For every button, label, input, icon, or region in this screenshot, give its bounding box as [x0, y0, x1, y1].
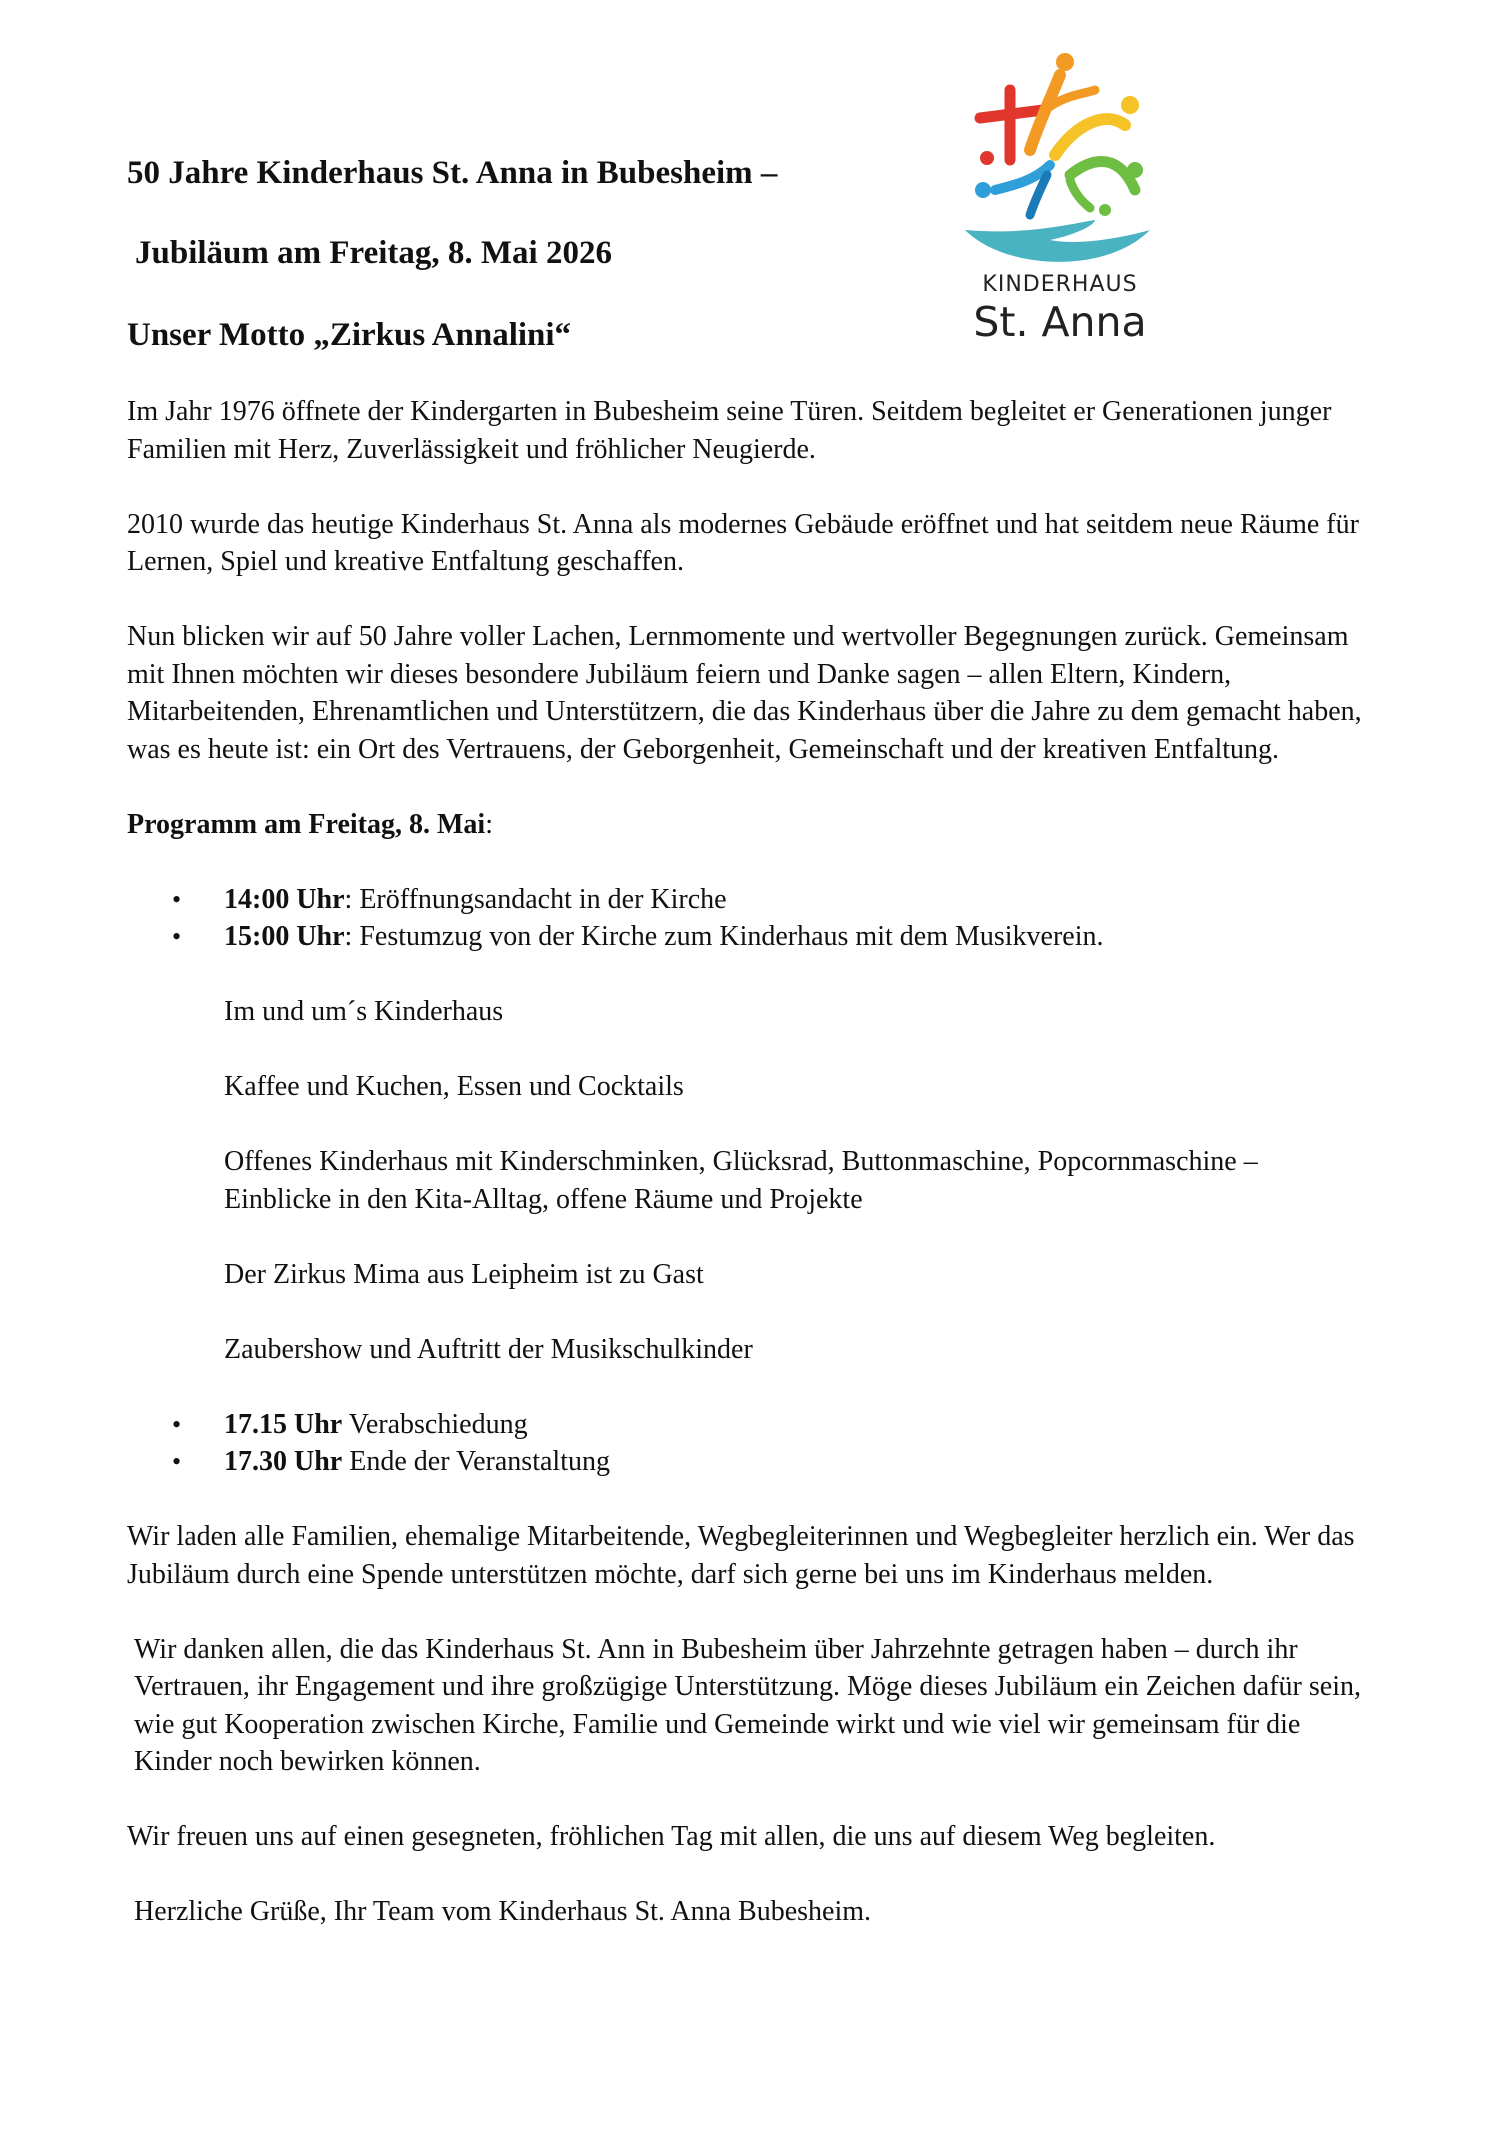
program-list-b [127, 1406, 1367, 1481]
document-body [127, 393, 1367, 1968]
title-line-2: Jubiläum am Freitag, 8. Mai 2026 [135, 235, 612, 271]
program-item: • 14:00 Uhr: Eröffnungsandacht in der Kirche [127, 881, 1367, 919]
program-item: • 17.15 Uhr Verabschiedung [127, 1406, 1367, 1444]
title-line-1: 50 Jahre Kinderhaus St. Anna in Bubesheim – [127, 155, 778, 191]
program-sub-list [127, 993, 1367, 1368]
paragraph-building: 2010 wurde das heutige Kinderhaus St. Anna als modernes Gebäude eröffnet und hat seitdem neue Räume für Lernen, Spiel und kreative Entfaltung geschaffen. [127, 508, 1359, 577]
motto-heading: Unser Motto „Zirkus Annalini“ [127, 317, 572, 353]
paragraph-thanks: Wir danken allen, die das Kinderhaus St. Ann in Bubesheim über Jahrzehnte getragen haben – durch ihr Vertrauen, ihr Engagement und ihre großzügige Unterstützung. Möge dieses Jubiläum ein Zeichen dafür sein, wie gut Kooperation zwischen Kirche, Familie und Gemeinde wirkt und wie viel wir gemeinsam für die Kinder noch bewirken können. [134, 1633, 1361, 1777]
paragraph-retrospective: Nun blicken wir auf 50 Jahre voller Lachen, Lernmomente und wertvoller Begegnungen zurück. Gemeinsam mit Ihnen möchten wir dieses besondere Jubiläum feiern und Danke sagen – allen Eltern, Kindern, Mitarbeitenden, Ehrenamtlichen und Unterstützern, die das Kinderhaus über die Jahre zu dem gemacht haben, was es heute ist: ein Ort des Vertrauens, der Geborgenheit, Gemeinschaft und der kreativen Entfaltung. [127, 621, 1362, 765]
program-list-a [127, 881, 1367, 956]
program-sub-item: Im und um´s Kinderhaus [224, 996, 504, 1027]
program-sub-item: Kaffee und Kuchen, Essen und Cocktails [224, 1071, 684, 1102]
sign-off: Herzliche Grüße, Ihr Team vom Kinderhaus St. Anna Bubesheim. [134, 1896, 872, 1927]
program-heading: Programm am Freitag, 8. Mai: [127, 808, 493, 840]
program-sub-item: Der Zirkus Mima aus Leipheim ist zu Gast [224, 1258, 704, 1290]
program-item: • 15:00 Uhr: Festumzug von der Kirche zum Kinderhaus mit dem Musikverein. [127, 918, 1367, 956]
logo-text-kinderhaus: KINDERHAUS [982, 272, 1138, 297]
kinderhaus-logo [955, 40, 1165, 350]
paragraph-joy: Wir freuen uns auf einen gesegneten, fröhlichen Tag mit allen, die uns auf diesem Weg begleiten. [127, 1821, 1216, 1852]
logo-figures-icon [955, 40, 1165, 265]
program-item: • 17.30 Uhr Ende der Veranstaltung [127, 1443, 1367, 1481]
program-sub-item: Offenes Kinderhaus mit Kinderschminken, Glücksrad, Buttonmaschine, Popcornmaschine – Einblicke in den Kita-Alltag, offene Räume und Projekte [224, 1146, 1258, 1215]
logo-text-st-anna: St. Anna [973, 298, 1147, 346]
program-sub-item: Zaubershow und Auftritt der Musikschulkinder [224, 1333, 753, 1365]
paragraph-history: Im Jahr 1976 öffnete der Kindergarten in Bubesheim seine Türen. Seitdem begleitet er Generationen junger Familien mit Herz, Zuverlässigkeit und fröhlicher Neugierde. [127, 396, 1332, 465]
paragraph-invitation: Wir laden alle Familien, ehemalige Mitarbeitende, Wegbegleiterinnen und Wegbegleiter herzlich ein. Wer das Jubiläum durch eine Spende unterstützen möchte, darf sich gerne bei uns im Kinderhaus melden. [127, 1521, 1355, 1590]
